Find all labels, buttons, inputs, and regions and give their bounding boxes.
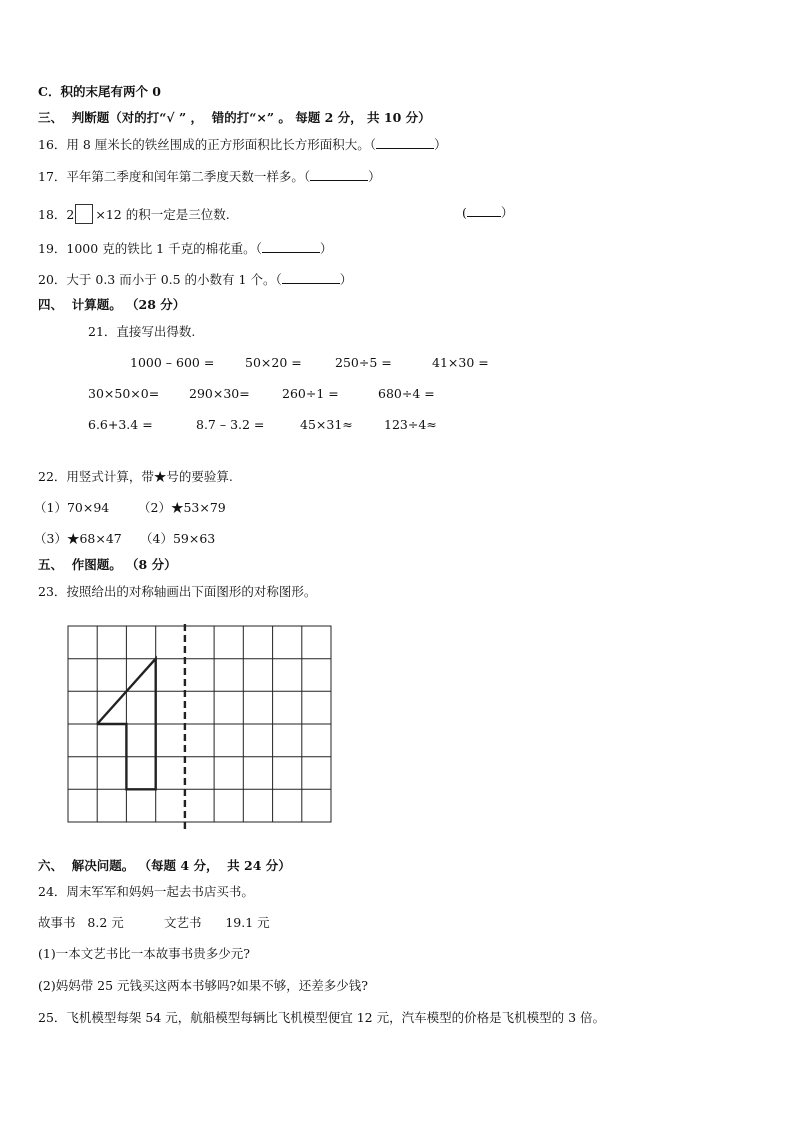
question-18-text: ×12 的积一定是三位数. <box>95 207 230 222</box>
calc-item: 1000 – 600 = <box>130 355 215 370</box>
paren-close: ） <box>500 205 514 220</box>
calc-item: 260÷1 = <box>282 386 339 401</box>
question-16-text: 16．用 8 厘米长的铁丝围成的正方形面积比长方形面积大。（ <box>38 137 377 152</box>
question-19-text: 19．1000 克的铁比 1 千克的棉花重。（ <box>38 241 262 256</box>
question-16 <box>38 136 447 153</box>
paren-close: ） <box>368 169 381 184</box>
section-6-heading: 六、 解决问题。 （每题 4 分， 共 24 分） <box>38 858 291 873</box>
calc-item: 41×30 = <box>432 355 489 370</box>
paren-close: ） <box>319 241 333 256</box>
calc-vertical-4: （4）59×63 <box>140 531 216 546</box>
calc-vertical-2: （2）★53×79 <box>138 500 226 515</box>
answer-blank[interactable] <box>467 204 501 217</box>
calc-item: 45×31≈ <box>300 417 353 432</box>
grid-svg <box>66 624 334 834</box>
question-17 <box>38 168 381 185</box>
question-22: 22．用竖式计算，带★号的要验算. <box>38 469 233 484</box>
question-20-text: 20．大于 0.3 而小于 0.5 的小数有 1 个。（ <box>38 272 282 287</box>
question-18-answer: ( ） <box>462 205 514 220</box>
section-5-heading: 五、 作图题。 （8 分） <box>38 557 177 572</box>
answer-blank[interactable] <box>376 136 434 149</box>
digit-box[interactable] <box>75 204 93 224</box>
question-18-prefix: 18．2 <box>38 207 75 222</box>
calc-vertical-3: （3）★68×47 <box>34 531 122 546</box>
paren-close: ） <box>339 272 353 287</box>
answer-blank[interactable] <box>310 168 368 181</box>
paren-close: ） <box>434 137 447 152</box>
question-20 <box>38 271 352 288</box>
calc-item: 250÷5 = <box>335 355 392 370</box>
question-18 <box>38 204 230 224</box>
question-24-part-1: (1)一本文艺书比一本故事书贵多少元? <box>38 946 250 961</box>
calc-item: 50×20 = <box>245 355 302 370</box>
question-24-part-2: (2)妈妈带 25 元钱买这两本书够吗?如果不够，还差多少钱? <box>38 978 368 993</box>
calc-vertical-1: （1）70×94 <box>34 500 110 515</box>
section-3-heading: 三、 判断题（对的打“√ ” ， 错的打“×” 。 每题 2 分， 共 10 分） <box>38 110 431 125</box>
question-23: 23．按照给出的对称轴画出下面图形的对称图形。 <box>38 584 317 599</box>
question-24: 24．周末军军和妈妈一起去书店买书。 <box>38 884 254 899</box>
answer-blank[interactable] <box>282 271 340 284</box>
calc-item: 680÷4 = <box>378 386 435 401</box>
symmetry-grid[interactable] <box>66 624 334 838</box>
calc-item: 30×50×0= <box>88 386 160 401</box>
calc-item: 290×30= <box>189 386 250 401</box>
option-c: C．积的末尾有两个 0 <box>38 84 161 99</box>
answer-blank[interactable] <box>262 240 320 253</box>
question-25: 25．飞机模型每架 54 元，航船模型每辆比飞机模型便宜 12 元，汽车模型的价格是飞机模型的 3 倍。 <box>38 1010 606 1025</box>
question-19 <box>38 240 332 257</box>
question-17-text: 17．平年第二季度和闰年第二季度天数一样多。（ <box>38 169 311 184</box>
book-story-price: 故事书 8.2 元 <box>38 915 124 930</box>
section-4-heading: 四、 计算题。 （28 分） <box>38 297 186 312</box>
calc-item: 8.7 – 3.2 = <box>196 417 265 432</box>
calc-item: 123÷4≈ <box>384 417 437 432</box>
question-21: 21．直接写出得数. <box>88 324 196 339</box>
calc-item: 6.6+3.4 = <box>88 417 153 432</box>
book-literature-price: 文艺书 19.1 元 <box>164 915 270 930</box>
